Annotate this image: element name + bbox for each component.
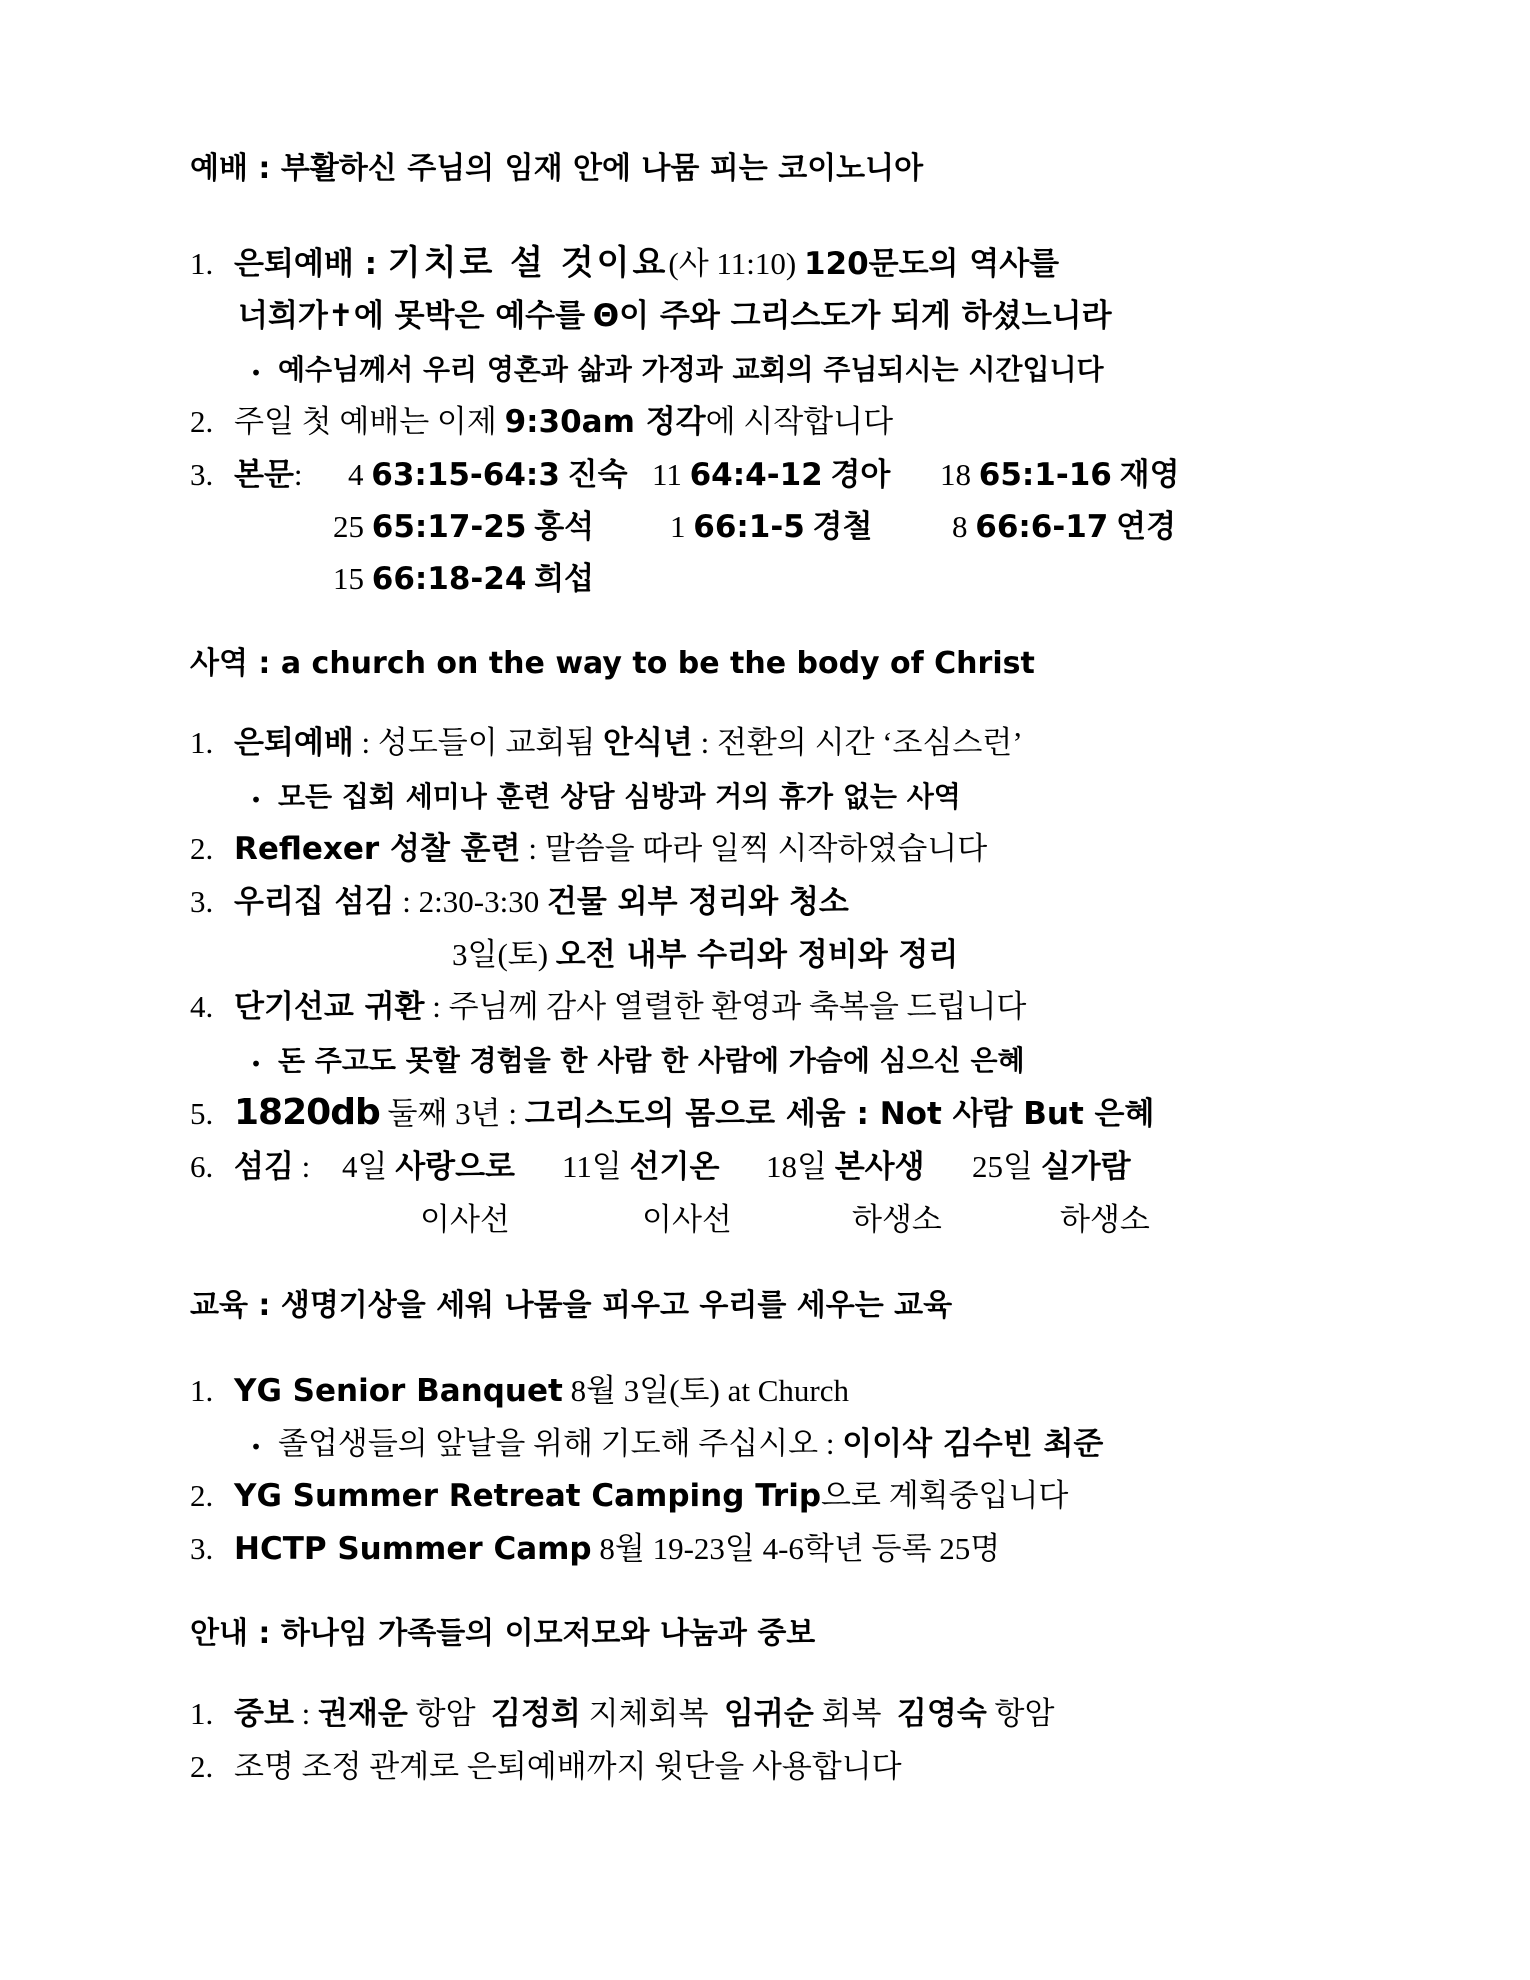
bullet-icon: • [250, 787, 262, 812]
serving-group: 이사선 [642, 1202, 732, 1237]
education-item-1-bullet: • 졸업생들의 앞날을 위해 기도해 주십시오 : 이이삭 김수빈 최준 [234, 1424, 1103, 1467]
serving-entry: 25일 실가람 [972, 1149, 1131, 1185]
worship-item-3: 3. 본문: [190, 457, 303, 493]
ministry-item-1: 1. 은퇴예배 : 성도들이 교회됨 안식년 : 전환의 시간 ‘조심스런’ [190, 725, 1023, 761]
worship-item-2: 2. 주일 첫 예배는 이제 9:30am 정각에 시작합니다 [190, 404, 894, 440]
serving-entry: 4일 사랑으로 [342, 1149, 515, 1185]
serving-group: 하생소 [852, 1202, 942, 1237]
reading-row: 25 65:17-25 홍석 [333, 509, 595, 545]
education-item-3: 3. HCTP Summer Camp 8월 19-23일 4-6학년 등록 25명 [190, 1531, 1001, 1567]
reading-row: 11 64:4-12 경아 [652, 457, 891, 493]
ministry-item-6: 6. 섬김 : [190, 1149, 311, 1185]
serving-group: 하생소 [1060, 1202, 1150, 1237]
cross-icon: ✝ [327, 298, 354, 334]
notice-item-2: 2. 조명 조정 관계로 은퇴예배까지 윗단을 사용합니다 [190, 1749, 902, 1784]
worship-theme: 기치로 설 것이요 [387, 243, 669, 283]
serving-group: 이사선 [420, 1202, 510, 1237]
ministry-item-4-bullet: • 돈 주고도 못할 경험을 한 사람 한 사람에 가슴에 심으신 은혜 [234, 1041, 1025, 1084]
ministry-item-5: 5. 1820db 둘째 3년 : 그리스도의 몸으로 세움 : Not 사람 But 은혜 [190, 1092, 1155, 1133]
notice-heading: 안내 : 하나임 가족들의 이모저모와 나눔과 중보 [190, 1616, 816, 1651]
service-time: 9:30am 정각 [504, 404, 706, 440]
bullet-icon: • [250, 1051, 262, 1076]
ministry-item-3-line-2: 3일(토) 오전 내부 수리와 정비와 정리 [452, 937, 959, 973]
reading-row: 8 66:6-17 연경 [952, 509, 1177, 545]
reading-row: 1 66:1-5 경철 [670, 509, 873, 545]
ministry-item-2: 2. Reflexer 성찰 훈련 : 말씀을 따라 일찍 시작하였습니다 [190, 831, 988, 867]
education-item-1: 1. YG Senior Banquet 8월 3일(토) at Church [190, 1373, 849, 1409]
education-heading: 교육 : 생명기상을 세워 나뭄을 피우고 우리를 세우는 교육 [190, 1288, 953, 1323]
ministry-item-4: 4. 단기선교 귀환 : 주님께 감사 열렬한 환영과 축복을 드립니다 [190, 989, 1027, 1025]
serving-entry: 11일 선기온 [562, 1149, 720, 1185]
worship-item-1-bullet: • 예수님께서 우리 영혼과 삶과 가정과 교회의 주님되시는 시간입니다 [234, 350, 1104, 393]
reading-row: 4 63:15-64:3 진숙 [348, 457, 628, 493]
ministry-heading: 사역 : a church on the way to be the body of Christ [190, 646, 1035, 681]
bullet-icon: • [250, 1434, 262, 1459]
ministry-item-3: 3. 우리집 섬김 : 2:30-3:30 건물 외부 정리와 청소 [190, 884, 849, 920]
reading-row: 15 66:18-24 희섭 [333, 561, 595, 597]
worship-item-1-line-2: 너희가✝에 못박은 예수를 Θ이 주와 그리스도가 되게 하셨느니라 [238, 298, 1112, 334]
notice-item-1: 1. 중보 : 권재운 항암 김정희 지체회복 임귀순 회복 김영숙 항암 [190, 1696, 1055, 1732]
reading-row: 18 65:1-16 재영 [940, 457, 1180, 493]
serving-entry: 18일 본사생 [766, 1149, 925, 1185]
worship-item-1: 1. 은퇴예배 : 기치로 설 것이요(사 11:10) 120문도의 역사를 [190, 243, 1060, 283]
worship-heading: 예배 : 부활하신 주님의 임재 안에 나뭄 피는 코이노니아 [190, 151, 924, 186]
theta-icon: Θ [592, 298, 620, 334]
1820db-logo: 1820db [234, 1092, 380, 1133]
worship-item-1-label: 은퇴예배 [234, 246, 354, 282]
bullet-icon: • [250, 360, 262, 385]
education-item-2: 2. YG Summer Retreat Camping Trip으로 계획중입니다 [190, 1478, 1069, 1514]
ministry-item-1-bullet: • 모든 집회 세미나 훈련 상담 심방과 거의 휴가 없는 사역 [234, 777, 961, 820]
